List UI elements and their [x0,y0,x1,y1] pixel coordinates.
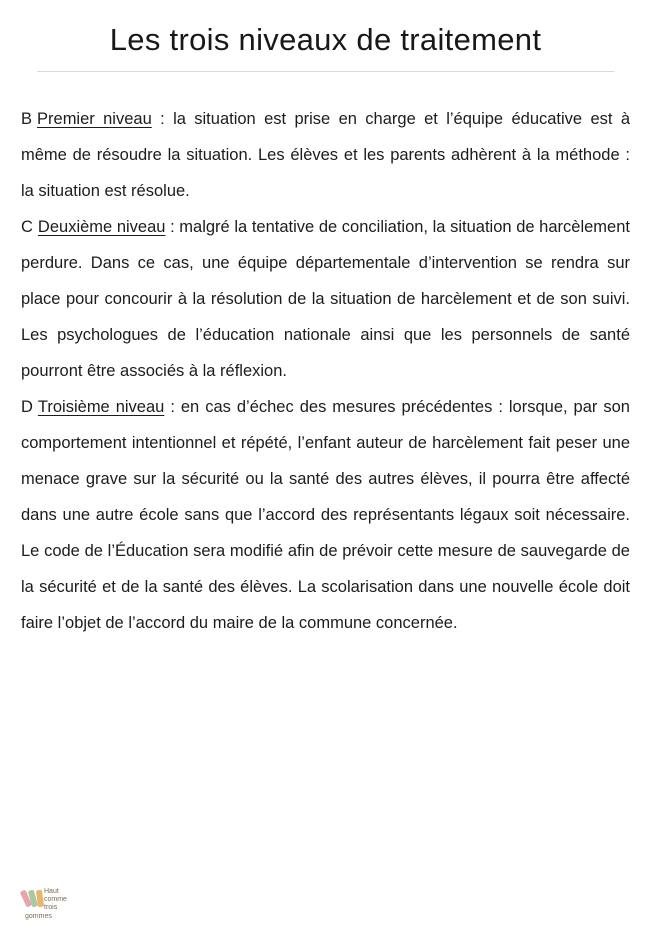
logo [22,886,82,921]
eraser-orange-icon [36,890,44,908]
paragraph-premier-niveau [21,101,630,209]
logo-row [22,886,82,912]
logo-text-line: comme [44,896,67,903]
paragraph-text: : en cas d’échec des mesures précédentes : lorsque, par son comportement intentionnel et répété, l’enfant auteur de harcèlement fait peser une menace grave sur la sécurité ou la santé des autres élèves, il pourra être affecté dans une autre école sans que l’accord des représentants légaux soit nécessaire. Le code de l’Éducation sera modifié afin de prévoir cette mesure de sauvegarde de la sécurité et de la santé des élèves. La scolarisation dans une nouvelle école doit faire l’objet de l’accord du maire de la commune concernée. [21,398,630,632]
paragraph-heading: Deuxième niveau [37,218,166,236]
document-body [21,101,630,641]
paragraph-heading: Premier niveau [37,110,152,128]
logo-text-line: trois [44,904,58,911]
paragraph-text: : malgré la tentative de conciliation, la situation de harcèlement perdure. Dans ce cas, une équipe départementale d’intervention se rendra sur place pour concourir à la résolution de la situation de harcèlement et de son suivi. Les psychologues de l’éducation nationale ainsi que les personnels de santé pourront être associés à la réflexion. [21,218,630,380]
paragraph-text: : la situation est prise en charge et l’équipe éducative est à même de résoudre la situation. Les élèves et les parents adhèrent à la méthode : la situation est résolue. [21,110,631,200]
paragraph-letter: D [21,398,33,416]
paragraph-heading: Troisième niveau [37,398,165,416]
paragraph-letter: B [21,110,33,128]
paragraph-troisieme-niveau [21,389,630,641]
logo-text-line: Haut [44,888,59,895]
page-title: Les trois niveaux de traitement [109,22,542,57]
three-erasers-icon [22,886,44,912]
paragraph-letter: C [21,218,33,236]
logo-text-line: gommes [25,913,52,920]
document-page [0,22,651,946]
title-divider [37,71,614,72]
paragraph-deuxieme-niveau [21,209,630,389]
logo-text [44,886,67,912]
